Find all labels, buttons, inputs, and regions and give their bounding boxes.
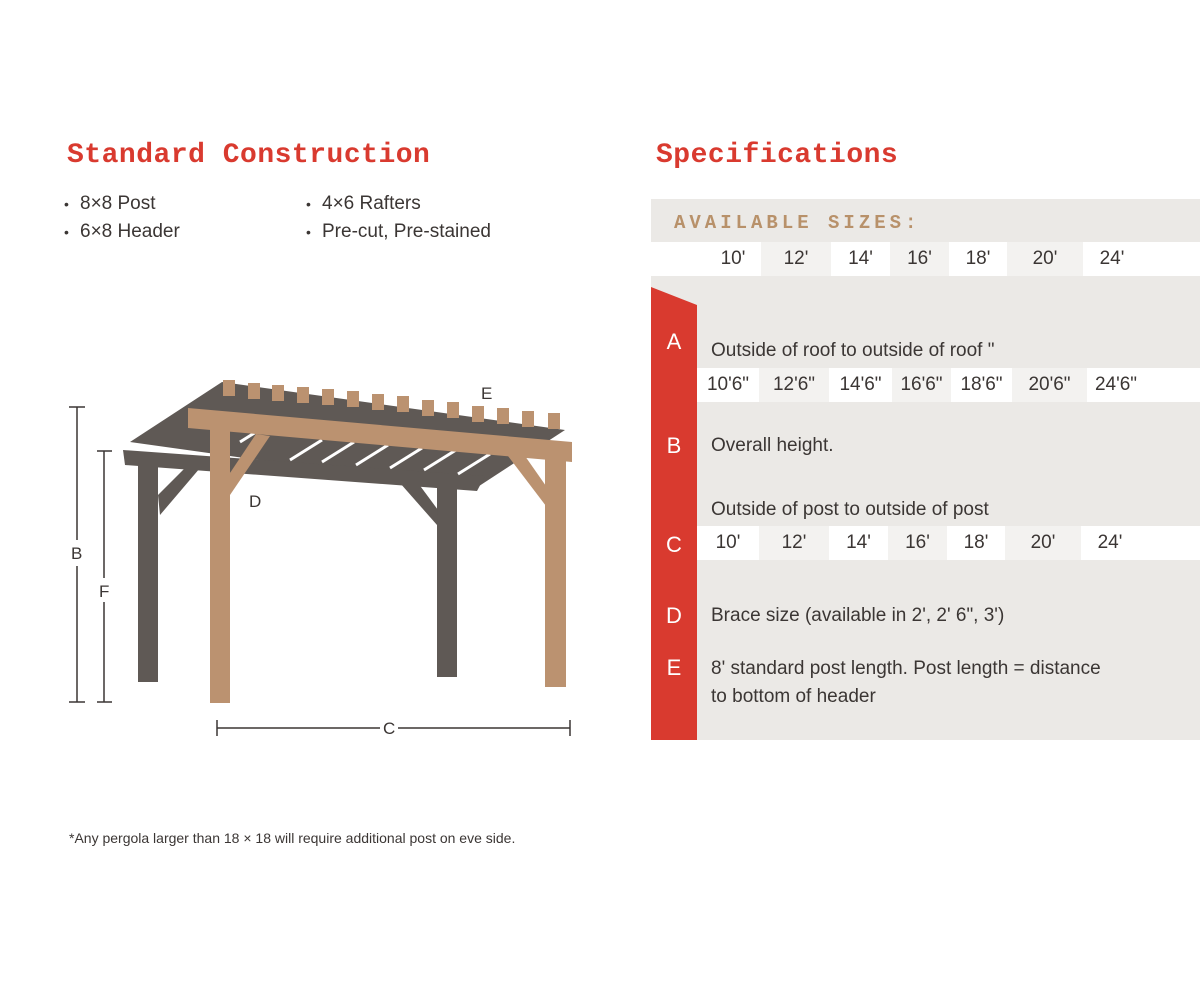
post-sizes-row — [697, 526, 1200, 560]
specifications-title: Specifications — [656, 140, 899, 171]
specifications-panel — [651, 199, 1200, 740]
roof-size-cell: 20'6" — [1012, 368, 1087, 402]
size-cell: 18' — [965, 248, 991, 269]
bullet-icon: • — [306, 224, 311, 240]
post-size-cell: 14' — [846, 532, 871, 553]
spec-c-text: Outside of post to outside of post — [711, 499, 989, 520]
label-d: D — [249, 492, 262, 511]
size-cell: 16' — [890, 242, 949, 276]
label-c: C — [383, 719, 396, 738]
footnote: *Any pergola larger than 18 × 18 will require additional post on eve side. — [69, 830, 516, 846]
pergola-diagram — [60, 370, 590, 750]
spec-e-text-1: 8' standard post length. Post length = distance — [711, 658, 1101, 679]
bullet-text: 6×8 Header — [80, 221, 180, 242]
post-size-cell: 10' — [715, 532, 741, 553]
roof-size-cell: 14'6" — [839, 374, 882, 395]
size-cell: 10' — [720, 248, 746, 269]
post-size-cell: 12' — [759, 526, 829, 560]
spec-a-text: Outside of roof to outside of roof " — [711, 340, 995, 361]
roof-size-cell: 24'6" — [1094, 374, 1138, 395]
post-size-cell: 18' — [963, 532, 989, 553]
label-b: B — [71, 544, 83, 563]
size-cell: 12' — [761, 242, 831, 276]
roof-size-cell: 10'6" — [706, 374, 750, 395]
letter-b: B — [666, 433, 682, 458]
bullet-text: Pre-cut, Pre-stained — [322, 221, 491, 242]
spec-d-text: Brace size (available in 2', 2' 6", 3') — [711, 605, 1005, 626]
list-item — [306, 190, 491, 218]
post-size-cell: 16' — [888, 526, 947, 560]
front-left-post — [210, 428, 230, 703]
list-item — [64, 218, 180, 246]
construction-list-2 — [306, 190, 491, 246]
bullet-icon: • — [64, 224, 69, 240]
list-item — [306, 218, 491, 246]
size-cell: 14' — [848, 248, 873, 269]
bullet-icon: • — [64, 196, 69, 212]
front-right-post — [545, 458, 566, 687]
post-size-cell: 24' — [1097, 532, 1123, 553]
size-cell: 20' — [1007, 242, 1083, 276]
standard-construction-title: Standard Construction — [67, 140, 431, 171]
spec-e-text-2: to bottom of header — [711, 686, 876, 707]
bullet-icon: • — [306, 196, 311, 212]
roof-size-cell: 16'6" — [892, 368, 951, 402]
letter-a: A — [666, 329, 682, 354]
available-sizes-label: AVAILABLE SIZES: — [674, 212, 921, 234]
label-f: F — [99, 582, 110, 601]
size-cell: 24' — [1099, 248, 1125, 269]
back-right-brace — [400, 483, 438, 525]
list-item — [64, 190, 180, 218]
letter-e: E — [666, 655, 682, 680]
back-left-brace — [158, 468, 200, 515]
spec-b-text: Overall height. — [711, 435, 834, 456]
bullet-text: 8×8 Post — [80, 193, 156, 214]
construction-list-1 — [64, 190, 180, 246]
front-right-brace — [508, 456, 546, 506]
back-right-post — [437, 483, 457, 677]
roof-size-cell: 12'6" — [759, 368, 829, 402]
bullet-text: 4×6 Rafters — [322, 193, 421, 214]
post-size-cell: 20' — [1005, 526, 1081, 560]
letter-d: D — [666, 603, 682, 628]
letter-c: C — [666, 532, 682, 557]
roof-sizes-row — [697, 368, 1200, 402]
spacer — [651, 242, 705, 276]
roof-size-cell: 18'6" — [960, 374, 1003, 395]
label-e: E — [481, 384, 493, 403]
available-sizes-row — [651, 242, 1200, 276]
back-left-post — [138, 464, 158, 682]
